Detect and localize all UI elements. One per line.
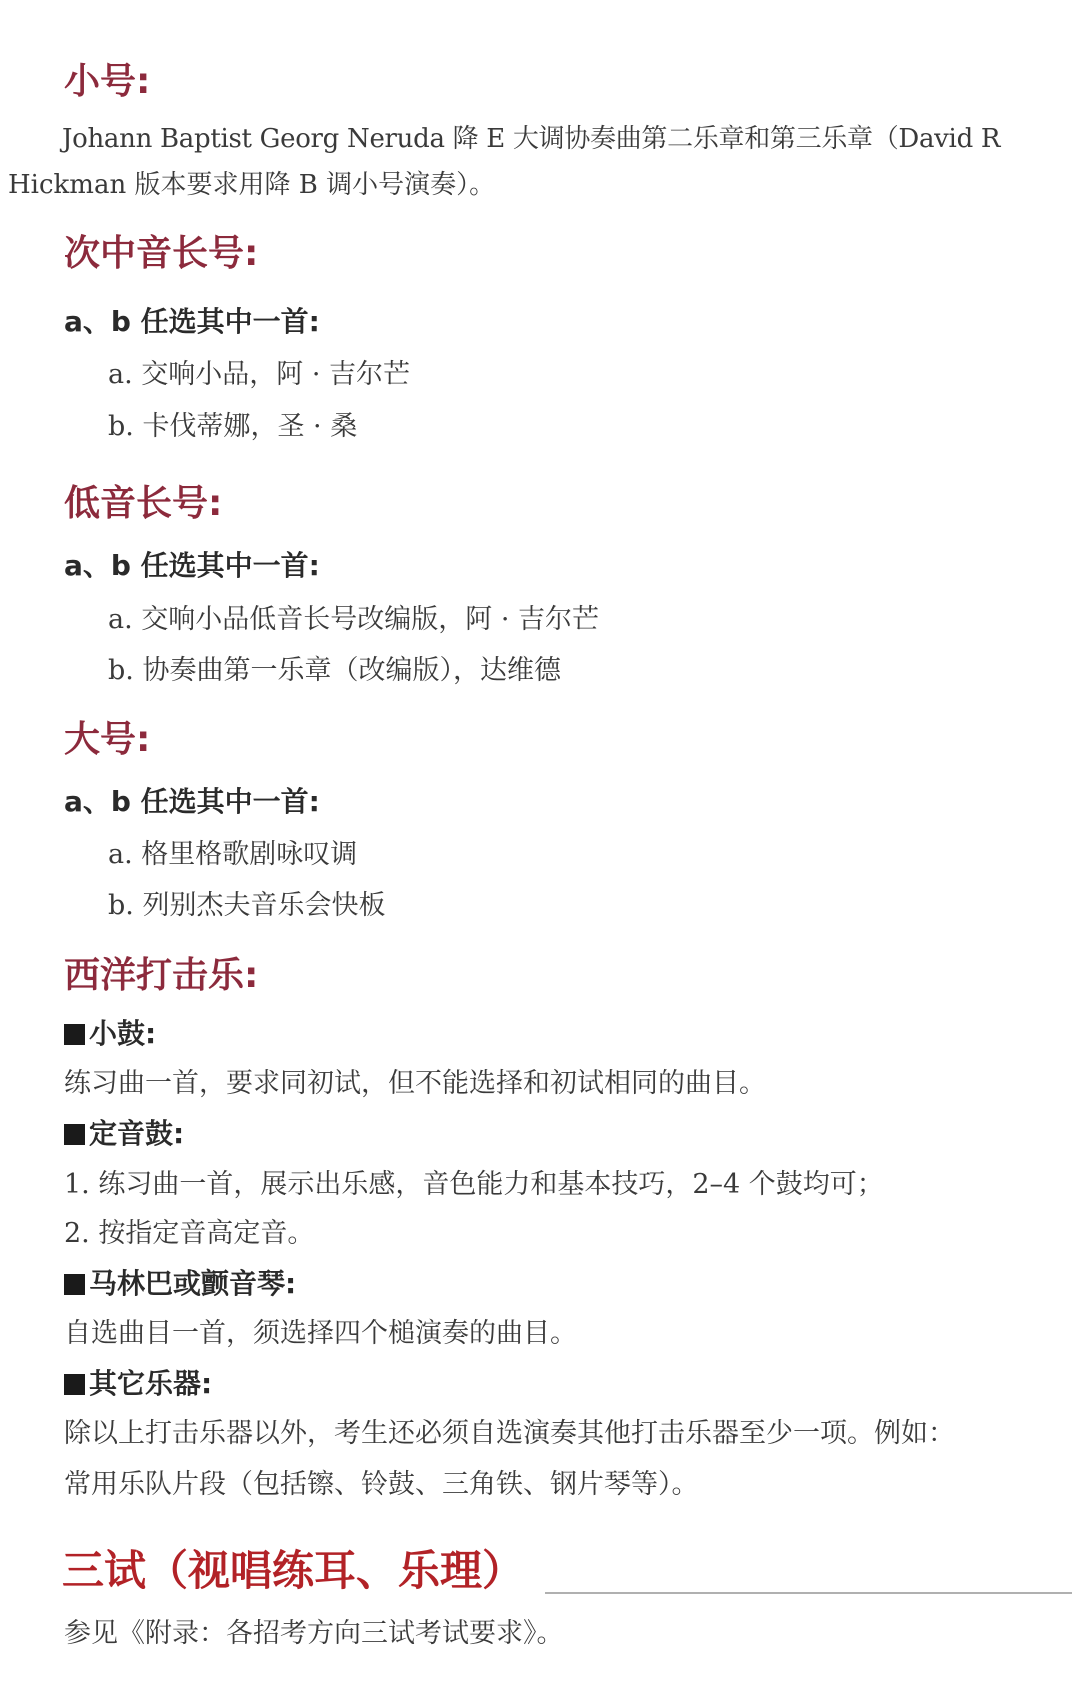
bass-trombone-choose-instruction: a、b 任选其中一首: <box>64 549 320 582</box>
black-square-bullet-icon <box>64 1274 85 1295</box>
black-square-bullet-icon <box>64 1124 85 1145</box>
marimba-label-text: 马林巴或颤音琴: <box>89 1267 297 1300</box>
euphonium-item-a: a. 交响小品，阿 · 吉尔芒 <box>108 359 411 390</box>
black-square-bullet-icon <box>64 1374 85 1395</box>
euphonium-heading: 次中音长号: <box>64 233 259 274</box>
bass-trombone-heading: 低音长号: <box>64 483 223 524</box>
third-round-text: 参见《附录：各招考方向三试考试要求》。 <box>64 1618 564 1649</box>
other-instruments-line-2: 常用乐队片段（包括镲、铃鼓、三角铁、钢片琴等）。 <box>64 1469 699 1500</box>
tuba-item-b: b. 列别杰夫音乐会快板 <box>108 890 386 921</box>
tuba-heading: 大号: <box>64 719 151 760</box>
snare-drum-label <box>64 1014 156 1054</box>
timpani-line-2: 2. 按指定音高定音。 <box>64 1218 315 1249</box>
trumpet-line-2: Hickman 版本要求用降 B 调小号演奏）。 <box>8 170 496 200</box>
other-instruments-line-1: 除以上打击乐器以外，考生还必须自选演奏其他打击乐器至少一项。例如： <box>64 1418 955 1449</box>
euphonium-choose-instruction: a、b 任选其中一首: <box>64 305 320 338</box>
marimba-label <box>64 1264 296 1304</box>
timpani-line-1: 1. 练习曲一首，展示出乐感，音色能力和基本技巧，2–4 个鼓均可； <box>64 1169 884 1200</box>
euphonium-item-b: b. 卡伐蒂娜，圣 · 桑 <box>108 411 358 442</box>
bass-trombone-item-b: b. 协奏曲第一乐章（改编版），达维德 <box>108 655 561 686</box>
trumpet-line-1: Johann Baptist Georg Neruda 降 E 大调协奏曲第二乐章和第三乐章（David R <box>62 124 1001 154</box>
tuba-choose-instruction: a、b 任选其中一首: <box>64 785 320 818</box>
percussion-heading: 西洋打击乐: <box>64 955 259 996</box>
black-square-bullet-icon <box>64 1024 85 1045</box>
section-divider-line <box>545 1592 1072 1594</box>
timpani-label <box>64 1114 184 1154</box>
trumpet-heading: 小号: <box>64 61 151 102</box>
other-instruments-label <box>64 1364 212 1404</box>
bass-trombone-item-a: a. 交响小品低音长号改编版，阿 · 吉尔芒 <box>108 604 600 635</box>
tuba-item-a: a. 格里格歌剧咏叹调 <box>108 839 358 870</box>
other-instruments-label-text: 其它乐器: <box>89 1367 213 1400</box>
snare-drum-label-text: 小鼓: <box>89 1017 157 1050</box>
timpani-label-text: 定音鼓: <box>89 1117 185 1150</box>
snare-drum-text: 练习曲一首，要求同初试，但不能选择和初试相同的曲目。 <box>64 1068 766 1099</box>
third-round-title: 三试（视唱练耳、乐理） <box>62 1546 525 1595</box>
marimba-text: 自选曲目一首，须选择四个槌演奏的曲目。 <box>64 1318 577 1349</box>
